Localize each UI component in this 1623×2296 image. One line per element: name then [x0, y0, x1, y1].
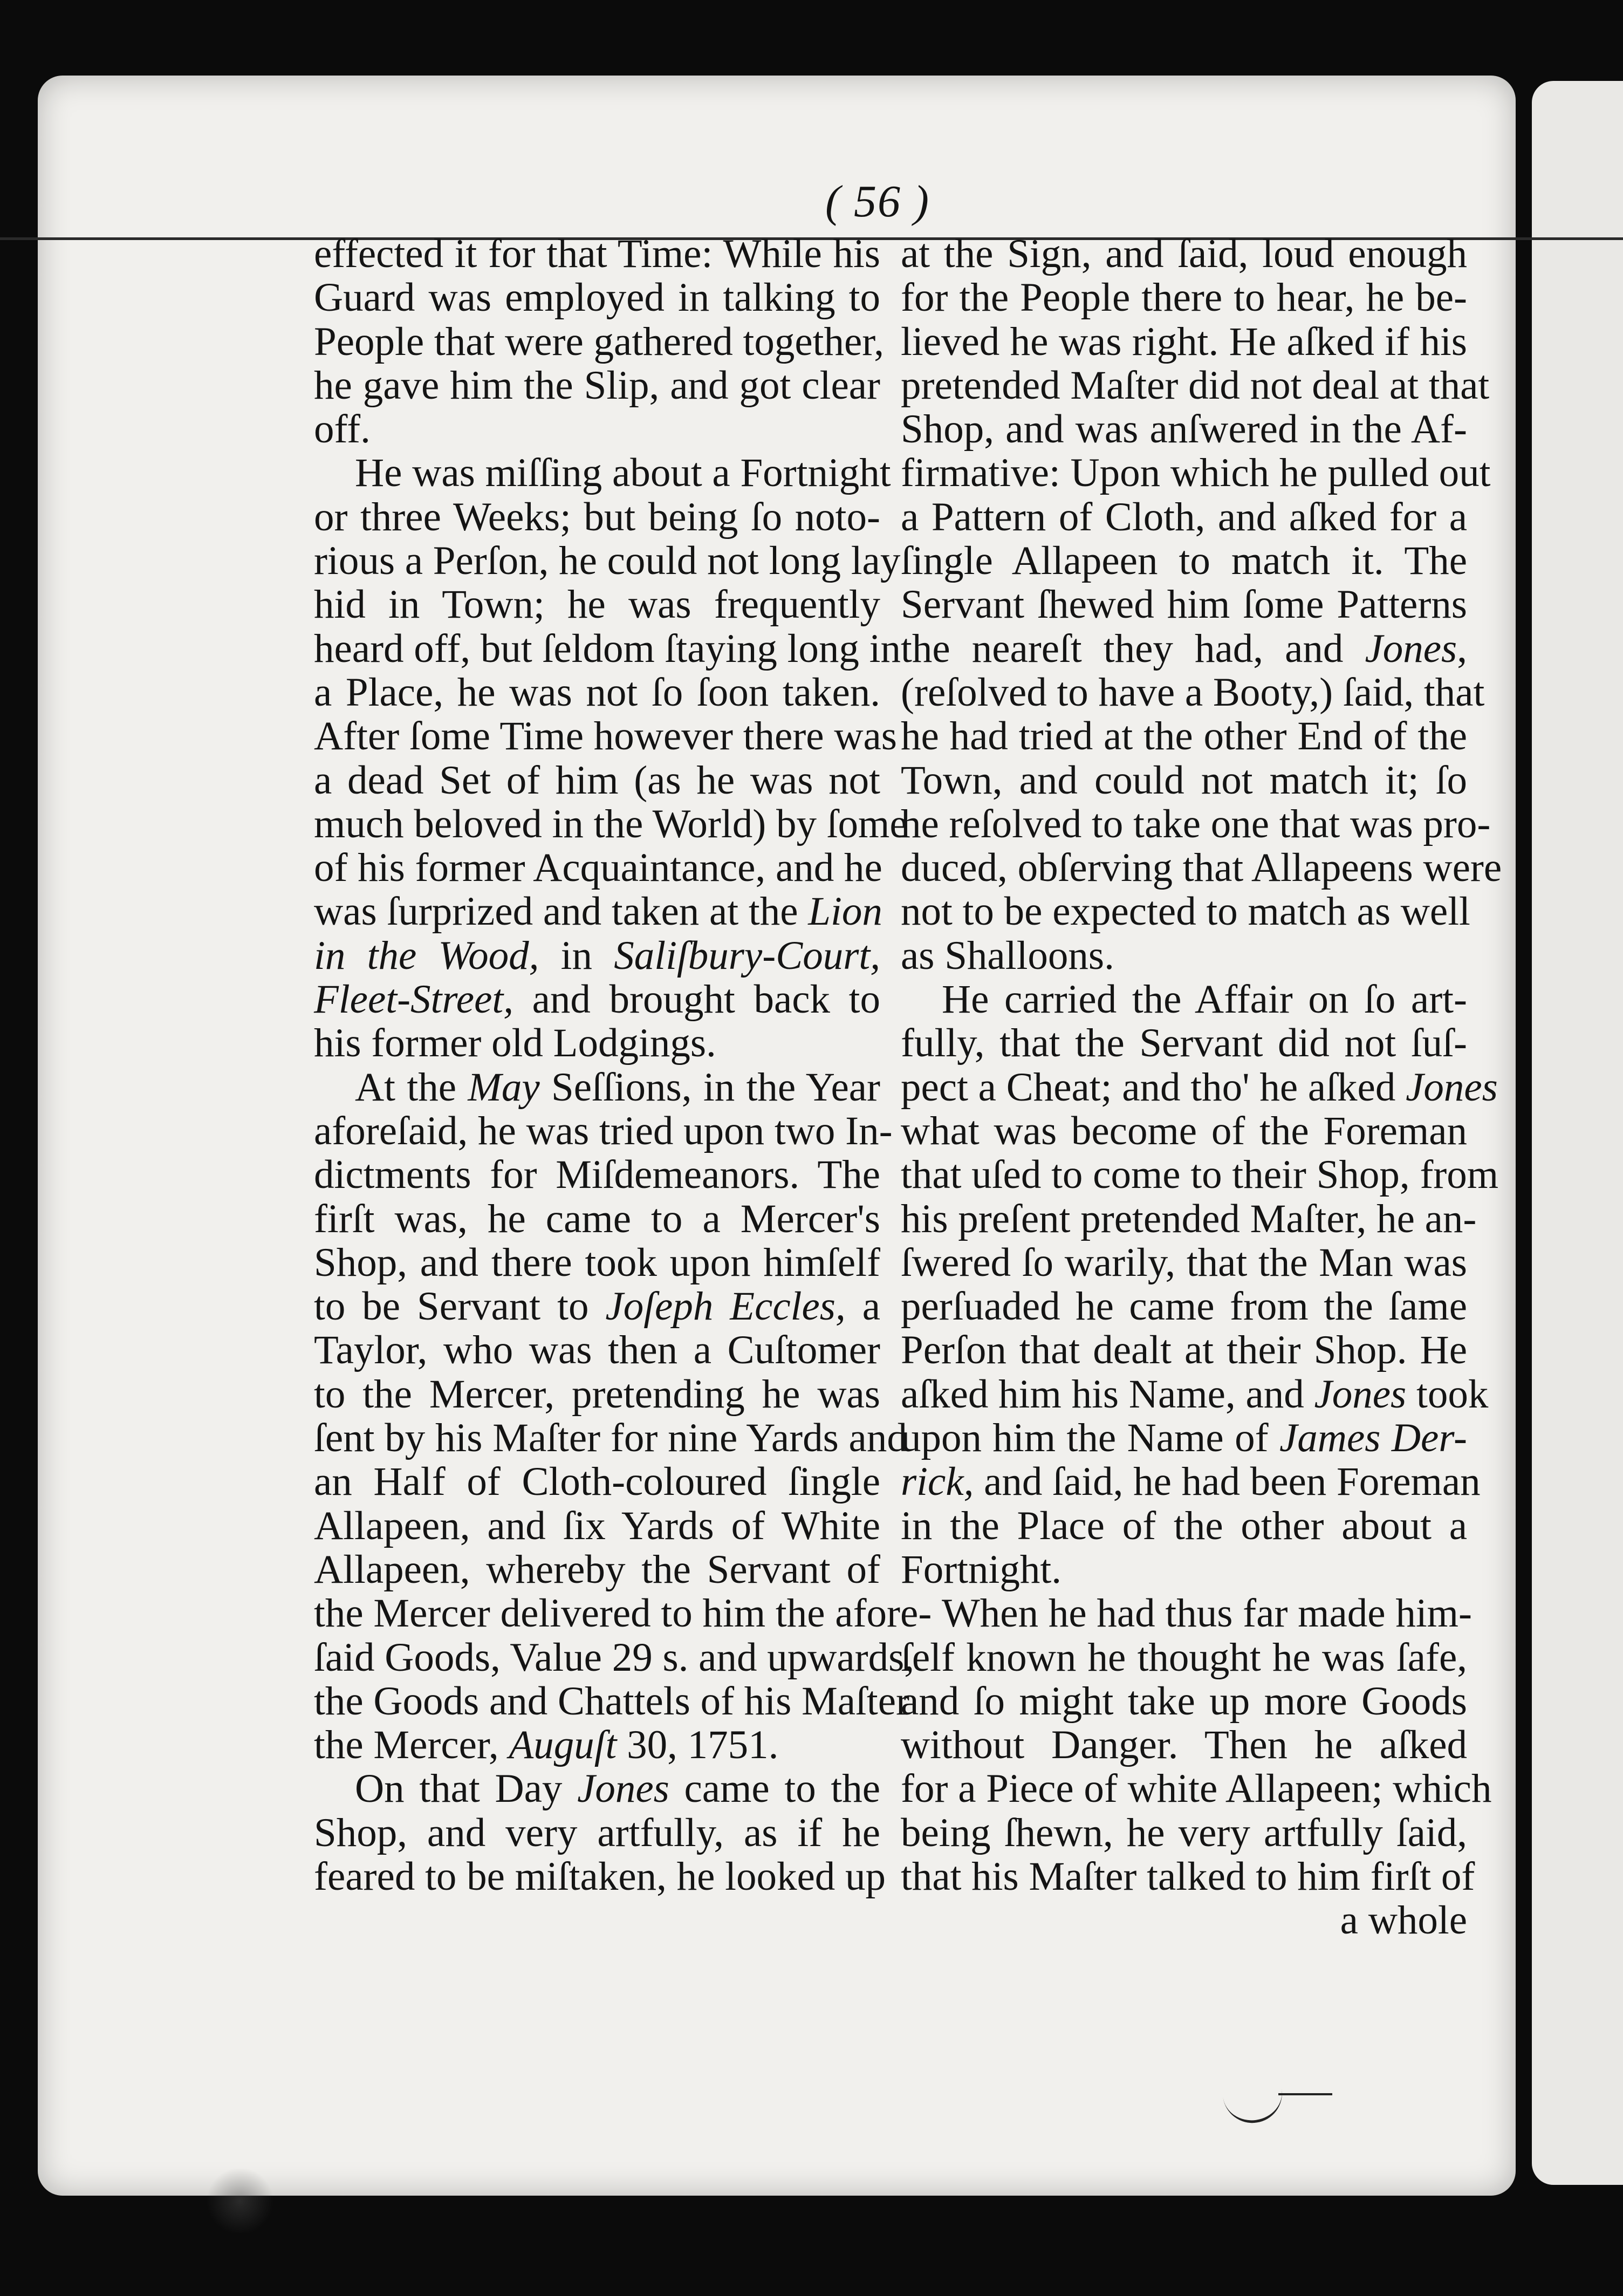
text-line: On that Day Jones came to the: [355, 1766, 881, 1812]
text-line: the Goods and Chattels of his Maſter: [314, 1678, 909, 1724]
text-line: After ſome Time however there was: [314, 714, 897, 759]
text-line: being ſhewn, he very artfully ſaid,: [901, 1810, 1467, 1855]
text-line: ſaid Goods, Value 29 s. and upwards,: [314, 1635, 915, 1680]
text-line: Fleet-Street, and brought back to: [314, 977, 880, 1022]
text-line: Allapeen, and ſix Yards of White: [314, 1503, 880, 1548]
text-line: Town, and could not match it; ſo: [901, 757, 1467, 803]
text-line: aſked him his Name, and Jones took: [901, 1371, 1489, 1417]
text-line: the Mercer delivered to him the afore-: [314, 1591, 932, 1636]
text-line: aforeſaid, he was tried upon two In-: [314, 1108, 893, 1153]
text-line: the Mercer, Auguſt 30, 1751.: [314, 1723, 779, 1768]
text-line: hid in Town; he was frequently: [314, 582, 880, 627]
text-line: a whole: [1340, 1898, 1467, 1943]
text-line: pect a Cheat; and tho' he aſked Jones: [901, 1064, 1498, 1110]
text-line: firmative: Upon which he pulled out: [901, 450, 1491, 496]
text-line: upon him the Name of James Der-: [901, 1416, 1467, 1461]
page-smudge: [205, 2169, 275, 2233]
text-line: ſwered ſo warily, that the Man was: [901, 1240, 1467, 1285]
text-line: Shop, and was anſwered in the Af-: [901, 407, 1467, 452]
left-text-column: [314, 231, 932, 1899]
text-line: dictments for Miſdemeanors. The: [314, 1152, 880, 1198]
text-line: not to be expected to match as well: [901, 889, 1470, 934]
text-line: his former old Lodgings.: [314, 1021, 716, 1066]
pencil-mark-tick: [1278, 2093, 1332, 2095]
text-line: effected it for that Time: While his: [314, 231, 880, 276]
text-line: duced, obſerving that Allapeens were: [901, 845, 1502, 891]
text-line: ſingle Allapeen to match it. The: [901, 538, 1467, 584]
text-line: (reſolved to have a Booty,) ſaid, that: [901, 669, 1485, 715]
facing-page-edge: [1532, 81, 1623, 2185]
text-line: a Pattern of Cloth, and aſked for a: [901, 494, 1467, 539]
page-number: ( 56 ): [825, 176, 930, 227]
text-line: of his former Acquaintance, and he: [314, 845, 882, 891]
text-line: Allapeen, whereby the Servant of: [314, 1547, 880, 1592]
text-line: Perſon that dealt at their Shop. He: [901, 1328, 1467, 1373]
text-line: pretended Maſter did not deal at that: [901, 363, 1490, 408]
text-line: heard off, but ſeldom ſtaying long in: [314, 626, 901, 671]
text-line: for a Piece of white Allapeen; which: [901, 1766, 1492, 1812]
text-line: Shop, and there took upon himſelf: [314, 1240, 880, 1285]
text-line: Fortnight.: [901, 1547, 1062, 1592]
text-line: for the People there to hear, he be-: [901, 275, 1467, 320]
text-line: Guard was employed in talking to: [314, 275, 880, 320]
text-line: perſuaded he came from the ſame: [901, 1284, 1467, 1329]
text-line: a Place, he was not ſo ſoon taken.: [314, 669, 880, 715]
text-line: that his Maſter talked to him firſt of: [901, 1854, 1475, 1899]
text-line: to be Servant to Joſeph Eccles, a: [314, 1284, 880, 1329]
text-line: his preſent pretended Maſter, he an-: [901, 1196, 1477, 1241]
text-line: was ſurprized and taken at the Lion: [314, 889, 882, 934]
text-line: ſelf known he thought he was ſafe,: [901, 1635, 1467, 1680]
text-line: At the May Seſſions, in the Year: [355, 1064, 880, 1110]
text-line: feared to be miſtaken, he looked up: [314, 1854, 886, 1899]
text-line: that uſed to come to their Shop, from: [901, 1152, 1499, 1198]
text-line: to the Mercer, pretending he was: [314, 1371, 880, 1417]
text-line: an Half of Cloth-coloured ſingle: [314, 1459, 880, 1505]
text-line: in the Wood, in Saliſbury-Court,: [314, 933, 880, 978]
text-line: as Shalloons.: [901, 933, 1114, 978]
text-line: Taylor, who was then a Cuſtomer: [314, 1328, 880, 1373]
text-line: off.: [314, 407, 371, 452]
text-line: fully, that the Servant did not ſuſ-: [901, 1021, 1467, 1066]
text-line: rious a Perſon, he could not long lay: [314, 538, 901, 584]
right-text-column: [901, 231, 1502, 1943]
text-line: People that were gathered together,: [314, 319, 884, 364]
text-line: When he had thus far made him-: [942, 1591, 1472, 1636]
text-line: rick, and ſaid, he had been Foreman: [901, 1459, 1481, 1505]
text-line: lieved he was right. He aſked if his: [901, 319, 1467, 364]
text-line: Shop, and very artfully, as if he: [314, 1810, 880, 1855]
text-line: He carried the Affair on ſo art-: [942, 977, 1467, 1022]
text-line: He was miſſing about a Fortnight: [355, 450, 891, 496]
text-line: without Danger. Then he aſked: [901, 1723, 1467, 1768]
text-line: he had tried at the other End of the: [901, 714, 1467, 759]
text-line: ſent by his Maſter for nine Yards and: [314, 1416, 907, 1461]
text-line: much beloved in the World) by ſome: [314, 801, 908, 846]
text-line: the neareſt they had, and Jones,: [901, 626, 1467, 671]
text-line: at the Sign, and ſaid, loud enough: [901, 231, 1467, 276]
text-line: he reſolved to take one that was pro-: [901, 801, 1491, 846]
text-line: and ſo might take up more Goods: [901, 1678, 1467, 1724]
text-line: in the Place of the other about a: [901, 1503, 1467, 1548]
text-line: or three Weeks; but being ſo noto-: [314, 494, 880, 539]
text-line: a dead Set of him (as he was not: [314, 757, 880, 803]
text-line: what was become of the Foreman: [901, 1108, 1467, 1153]
text-line: firſt was, he came to a Mercer's: [314, 1196, 880, 1241]
text-line: he gave him the Slip, and got clear: [314, 363, 880, 408]
text-line: Servant ſhewed him ſome Patterns: [901, 582, 1467, 627]
